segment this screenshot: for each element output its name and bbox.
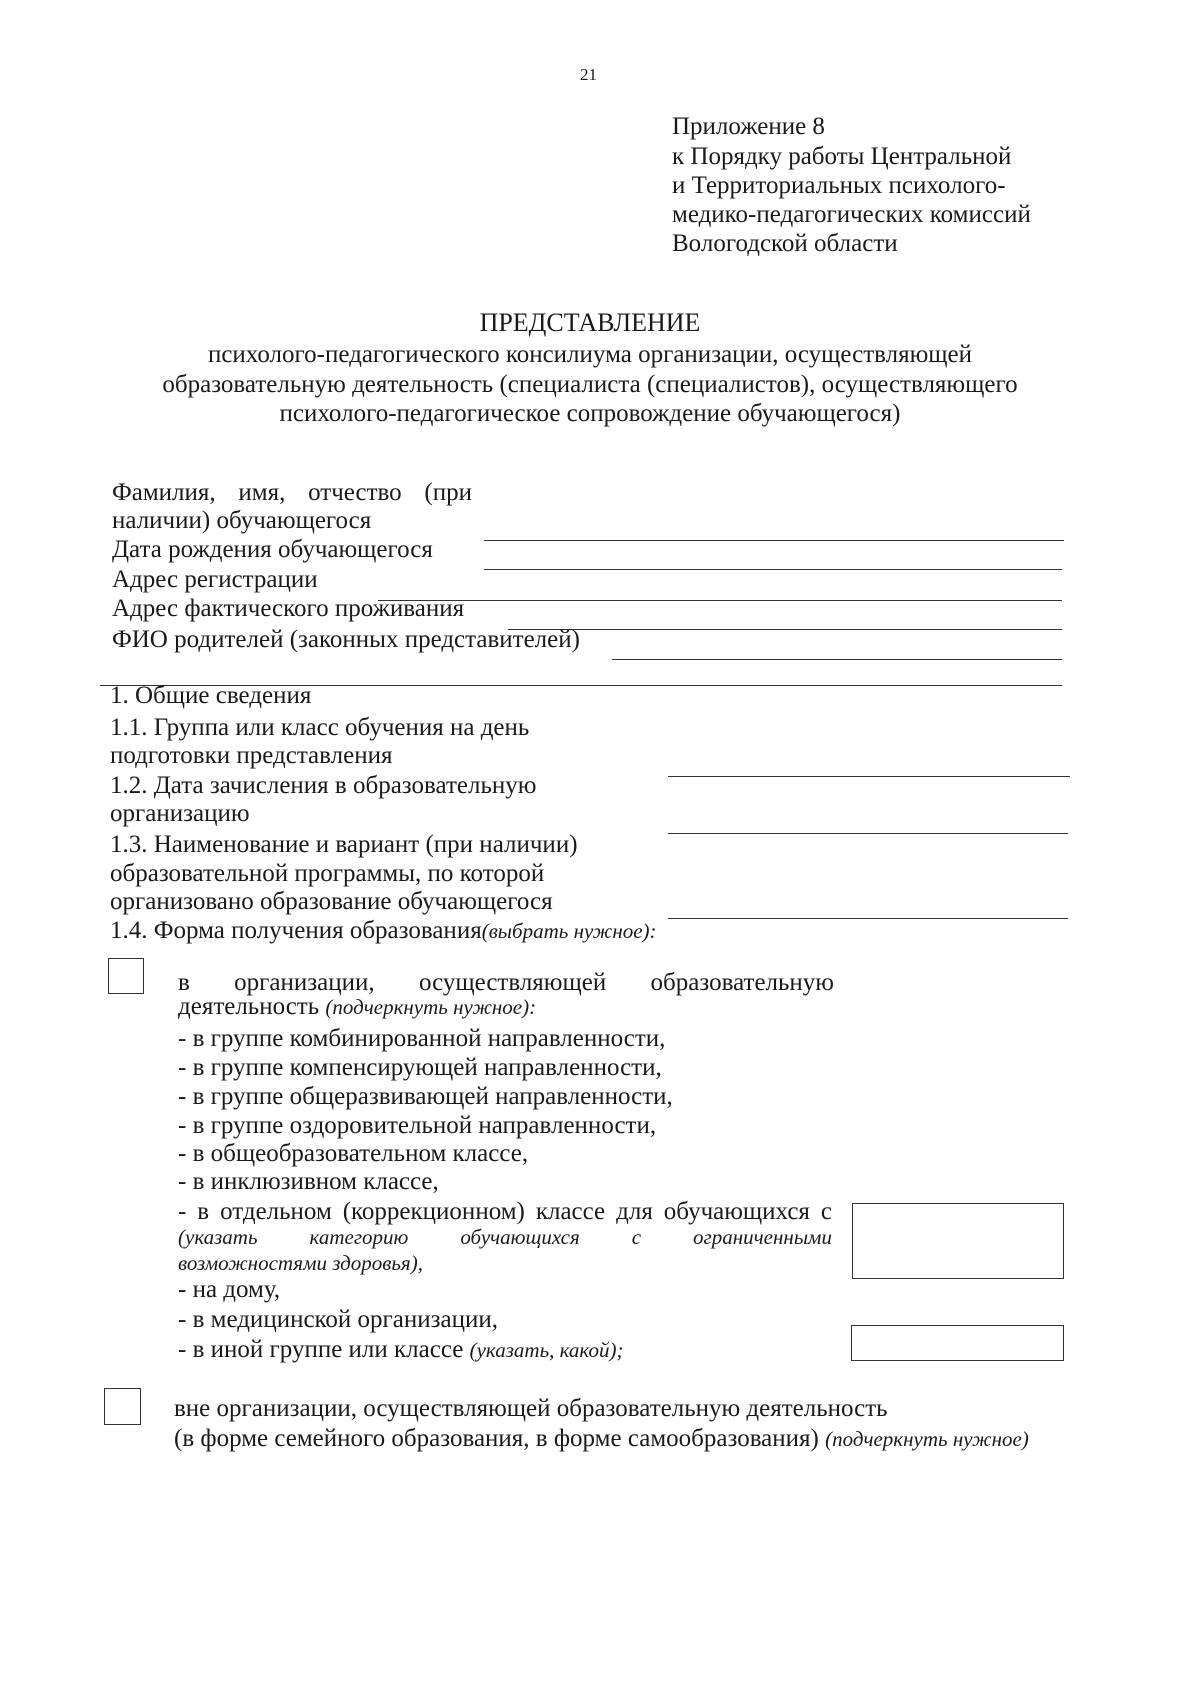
item-1-4-label: 1.4. Форма получения образования(выбрать нужное): [110,917,657,944]
separate-class-category-field[interactable] [852,1203,1064,1279]
out-org-line-1: вне организации, осуществляющей образовательную деятельность [174,1395,888,1422]
appendix-line-4: медико-педагогических комиссий [672,201,1031,228]
other-group-field[interactable] [851,1325,1064,1361]
section-1-heading: 1. Общие сведения [110,682,312,709]
in-org-item-inclusive: - в инклюзивном классе, [178,1168,439,1195]
document-subtitle-1: психолого-педагогического консилиума организации, осуществляющей [207,341,973,368]
out-org-line-2: (в форме семейного образования, в форме самообразования) (подчеркнуть нужное) [174,1425,1029,1452]
page-number: 21 [580,65,597,84]
birth-date-label: Дата рождения обучающегося [112,536,433,563]
reg-address-label: Адрес регистрации [112,566,318,593]
in-org-item-separate-class: - в отдельном (коррекционном) классе для обучающихся с [178,1198,832,1225]
item-1-1-line-2: подготовки представления [110,742,393,769]
item-1-3-line-1: 1.3. Наименование и вариант (при наличии) [110,831,578,858]
parents-field-line-1[interactable] [612,659,1062,660]
in-org-item-general-class: - в общеобразовательном классе, [178,1140,529,1167]
item-1-3-line-2: образовательной программы, по которой [110,860,545,887]
in-org-item-health: - в группе оздоровительной направленности, [178,1112,657,1139]
fio-field-line[interactable] [484,540,1064,541]
birth-date-field-line[interactable] [484,569,1062,570]
item-1-1-field-line[interactable] [668,776,1070,777]
item-1-2-field-line[interactable] [668,833,1068,834]
in-org-checkbox[interactable] [108,958,144,994]
separate-class-hint-line-1: (указать категорию обучающихся с ограниченными [178,1225,832,1249]
parents-label: ФИО родителей (законных представителей) [112,626,580,653]
in-org-line-2: деятельность (подчеркнуть нужное): [178,993,537,1020]
item-1-1-line-1: 1.1. Группа или класс обучения на день [110,714,530,741]
document-subtitle-2: образовательную деятельность (специалиста (специалистов), осуществляющего [162,371,1018,398]
actual-address-label: Адрес фактического проживания [112,595,465,622]
in-org-item-combined: - в группе комбинированной направленности, [178,1025,666,1052]
item-1-3-field-line[interactable] [668,918,1068,919]
separate-class-hint-line-2: возможностями здоровья), [178,1251,423,1275]
in-org-item-compensating: - в группе компенсирующей направленности, [178,1054,662,1081]
item-1-2-line-2: организацию [110,800,250,827]
document-subtitle-3: психолого-педагогическое сопровождение обучающегося) [279,400,901,427]
in-org-item-home: - на дому, [178,1276,281,1303]
in-org-item-medical: - в медицинской организации, [178,1306,499,1333]
appendix-line-5: Вологодской области [672,230,898,257]
fio-label-line-1: Фамилия, имя, отчество (при [112,479,472,506]
item-1-3-line-3: организовано образование обучающегося [110,888,553,915]
item-1-2-line-1: 1.2. Дата зачисления в образовательную [110,772,537,799]
appendix-line-2: к Порядку работы Центральной [672,143,1012,170]
in-org-item-general: - в группе общеразвивающей направленности, [178,1083,673,1110]
actual-address-field-line[interactable] [508,629,1062,630]
reg-address-field-line[interactable] [378,600,1062,601]
document-title: ПРЕДСТАВЛЕНИЕ [479,308,701,337]
in-org-item-other: - в иной группе или классе (указать, какой); [178,1336,624,1363]
appendix-line-1: Приложение 8 [672,113,825,140]
fio-label-line-2: наличии) обучающегося [112,507,372,534]
out-org-checkbox[interactable] [104,1388,141,1425]
appendix-line-3: и Территориальных психолого- [672,172,1006,199]
in-org-line-1: в организации, осуществляющей образовательную [178,969,834,996]
